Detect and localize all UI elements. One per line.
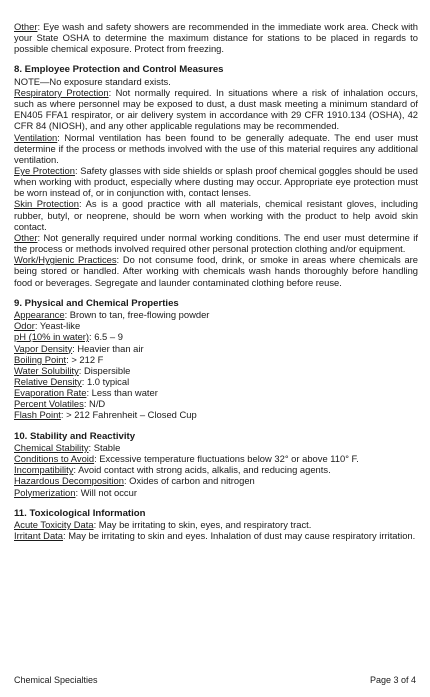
work-hygienic-text: : Do not consume food, drink, or smoke in areas where chemicals are being stored or handled. After working with chemicals wash hands thoroughly before handling food or beverages. Segregate and launder contaminated clothing before reuse.: [14, 254, 418, 288]
other-protection-text: : Not generally required under normal working conditions. The end user must determine if the process or methods involved required other personal protection clothing and/or equipment.: [14, 231, 418, 255]
property-label: Appearance: [14, 309, 65, 321]
stability-label: Hazardous Decomposition: [14, 475, 124, 487]
property-label: pH (10% in water): [14, 331, 90, 343]
property-value: : 6.5 – 9: [89, 331, 123, 343]
property-label: Water Solubility: [14, 364, 79, 376]
property-value: : Heavier than air: [72, 342, 144, 354]
property-row: [14, 365, 418, 376]
stability-row: [14, 475, 418, 486]
stability-value: : Stable: [88, 441, 121, 453]
respiratory-protection-text: : Not normally required. In situations where a risk of inhalation occurs, such as where personnel may be exposed to dust, a dust mask meeting a minimum standard of EN405 FFA1 respirator, or air delivery system in accordance with 29 CFR 1910.134 (OSHA), 42 CFR 84 (NIOSH), and any other applicable regulations may be recommended.: [14, 86, 419, 132]
respiratory-protection-label: Respiratory Protection: [14, 86, 109, 98]
property-row: [14, 331, 418, 342]
property-row: [14, 343, 418, 354]
document-page: [14, 21, 418, 541]
stability-value: : Excessive temperature fluctuations below 32° or above 110° F.: [94, 453, 359, 465]
stability-label: Incompatibility: [14, 464, 74, 476]
section-8-note: NOTE—No exposure standard exists.: [14, 75, 171, 87]
property-value: : 1.0 typical: [81, 375, 130, 387]
work-hygienic-label: Work/Hygienic Practices: [14, 254, 117, 266]
stability-value: : Oxides of carbon and nitrogen: [123, 475, 255, 487]
property-row: [14, 309, 418, 320]
skin-protection-paragraph: [14, 198, 418, 231]
property-label: Boiling Point: [14, 353, 67, 365]
skin-protection-label: Skin Protection: [14, 198, 79, 210]
property-row: [14, 409, 418, 420]
property-label: Flash Point: [14, 409, 61, 421]
property-value: : Yeast-like: [34, 320, 81, 332]
section-11-heading: 11. Toxicological Information: [14, 507, 146, 519]
property-row: [14, 320, 418, 331]
ventilation-label: Ventilation: [14, 131, 58, 143]
property-label: Evaporation Rate: [14, 387, 87, 399]
toxicology-paragraph: [14, 519, 418, 530]
stability-row: [14, 464, 418, 475]
property-value: : Less than water: [86, 387, 158, 399]
ventilation-text: : Normal ventilation has been found to be generally adequate. The end user must determine if the process or methods involved with the use of this material requires any additional ventilation.: [14, 131, 418, 165]
other-top-text: : Eye wash and safety showers are recommended in the immediate work area. Check with your State OSHA to determine the maximum distance for stations to be placed in regards to possible chemical exposure. Protect from freezing.: [14, 21, 418, 55]
stability-value: : Will not occur: [75, 486, 137, 498]
footer-page-number: Page 3 of 4: [369, 675, 416, 685]
property-value: : > 212 Fahrenheit – Closed Cup: [60, 409, 197, 421]
eye-protection-text: : Safety glasses with side shields or splash proof chemical goggles should be used when working with product, especially where dusting may occur. Appropriate eye protection must be worn instead of, or in conjunction with, contact lenses.: [14, 165, 418, 199]
property-label: Odor: [14, 320, 35, 332]
property-value: : N/D: [83, 398, 106, 410]
skin-protection-text: : As is a good practice with all materials, chemical resistant gloves, including rubber, butyl, or neoprene, should be worn when working with the product to help avoid skin contact.: [14, 198, 418, 232]
other-top-label: Other: [14, 21, 38, 32]
toxicology-label: Acute Toxicity Data: [14, 518, 94, 530]
stability-row: [14, 453, 418, 464]
other-protection-paragraph: [14, 232, 418, 254]
stability-label: Polymerization: [14, 486, 76, 498]
toxicology-text: : May be irritating to skin, eyes, and respiratory tract.: [93, 518, 312, 530]
eye-protection-label: Eye Protection: [14, 165, 75, 177]
toxicology-text: : May be irritating to skin and eyes. Inhalation of dust may cause respiratory irritation.: [62, 530, 416, 542]
ventilation-paragraph: [14, 132, 418, 165]
property-row: [14, 398, 418, 409]
stability-value: : Avoid contact with strong acids, alkalis, and reducing agents.: [73, 464, 331, 476]
section-8-heading: 8. Employee Protection and Control Measures: [14, 64, 224, 76]
property-row: [14, 387, 418, 398]
other-top-paragraph: [14, 21, 418, 54]
stability-row: [14, 487, 418, 498]
stability-row: [14, 442, 418, 453]
property-label: Percent Volatiles: [14, 398, 84, 410]
section-10-heading: 10. Stability and Reactivity: [14, 430, 136, 442]
property-row: [14, 354, 418, 365]
toxicology-label: Irritant Data: [14, 530, 63, 542]
stability-label: Chemical Stability: [14, 441, 89, 453]
respiratory-protection-paragraph: [14, 87, 418, 132]
eye-protection-paragraph: [14, 165, 418, 198]
property-label: Vapor Density: [14, 342, 73, 354]
page-footer: [14, 675, 416, 685]
other-protection-label: Other: [14, 231, 38, 243]
toxicology-paragraph: [14, 530, 418, 541]
property-row: [14, 376, 418, 387]
property-label: Relative Density: [14, 375, 82, 387]
section-9-heading: 9. Physical and Chemical Properties: [14, 297, 179, 309]
footer-company: Chemical Specialties: [14, 675, 98, 685]
property-value: : > 212 F: [66, 353, 104, 365]
work-hygienic-paragraph: [14, 254, 418, 287]
property-value: : Brown to tan, free-flowing powder: [64, 309, 210, 321]
stability-label: Conditions to Avoid: [14, 453, 95, 465]
property-value: : Dispersible: [78, 364, 131, 376]
